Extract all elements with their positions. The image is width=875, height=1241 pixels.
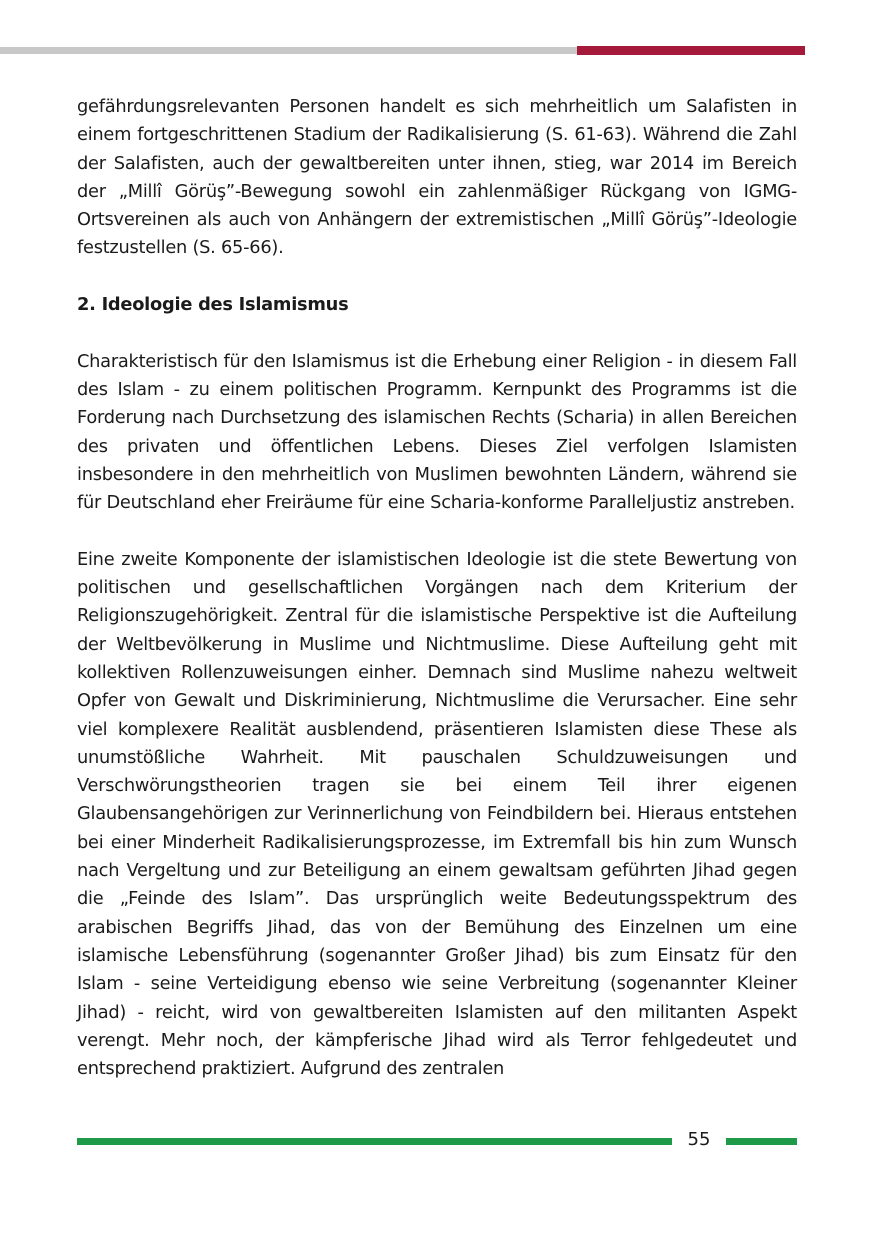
section-heading: 2. Ideologie des Islamismus [77,294,349,316]
body-paragraph: Charakteristisch für den Islamismus ist die Erhebung einer Religion - in diesem Fall des Islam - zu einem politischen Programm. Kernpunkt des Programms ist die Forderung nach Durchsetzung des islamischen Rechts (Scharia) in allen Bereichen des privaten und öffentlichen Lebens. Dieses Ziel verfolgen Islamisten insbesondere in den mehrheitlich von Muslimen bewohnten Ländern, während sie für Deutschland eher Freiräume für eine Scharia-konforme Paralleljustiz anstreben. [77,350,797,514]
body-paragraph: Eine zweite Komponente der islamistischen Ideologie ist die stete Bewertung von politischen und gesellschaftlichen Vorgängen nach dem Kriterium der Religionszugehörigkeit. Zentral für die islamistische Perspektive ist die Aufteilung der Weltbevölkerung in Muslime und Nichtmuslime. Diese Aufteilung geht mit kollektiven Rollenzuweisungen einher. Demnach sind Muslime nahezu weltweit Opfer von Gewalt und Diskriminierung, Nichtmuslime die Verursacher. Eine sehr viel komplexere Realität ausblendend, präsentieren Islamisten diese These als unumstößliche Wahrheit. Mit pauschalen Schuldzuweisungen und Verschwörungstheorien tragen sie bei einem Teil ihrer eigenen Glaubensangehörigen zur Verinnerlichung von Feindbildern bei. Hieraus entstehen bei einer Minderheit Radikalisierungsprozesse, im Extremfall bis hin zum Wunsch nach Vergeltung und zur Beteiligung an einem gewaltsam geführten Jihad gegen die „Feinde des Islam”. Das ursprünglich weite Bedeutungsspektrum des arabischen Begriffs Jihad, das von der Bemühung des Einzelnen um eine islamische Lebensführung (sogenannter Großer Jihad) bis zum Einsatz für den Islam - seine Verteidigung ebenso wie seine Verbreitung (sogenannter Kleiner Jihad) - reicht, wird von gewaltbereiten Islamisten auf den militanten Aspekt verengt. Mehr noch, der kämpferische Jihad wird als Terror fehlgedeutet und entsprechend praktiziert. Aufgrund des zentralen [77,548,797,1080]
footer-rule-left [77,1138,672,1145]
header-rule-red [577,46,805,55]
page-body [77,93,797,1083]
page-number: 55 [687,1129,711,1150]
body-paragraph: gefährdungsrelevanten Personen handelt es sich mehrheitlich um Salafisten in einem fortgeschrittenen Stadium der Radikalisierung (S. 61-63). Während die Zahl der Salafisten, auch der gewaltbereiten unter ihnen, stieg, war 2014 im Bereich der „Millî Görüş”-Bewegung sowohl ein zahlenmäßiger Rückgang von IGMG-Ortsvereinen als auch von Anhängern der extremistischen „Millî Görüş”-Ideologie festzustellen (S. 65-66). [77,96,797,259]
footer-rule-right [726,1138,797,1145]
header-rule-grey [0,47,577,54]
